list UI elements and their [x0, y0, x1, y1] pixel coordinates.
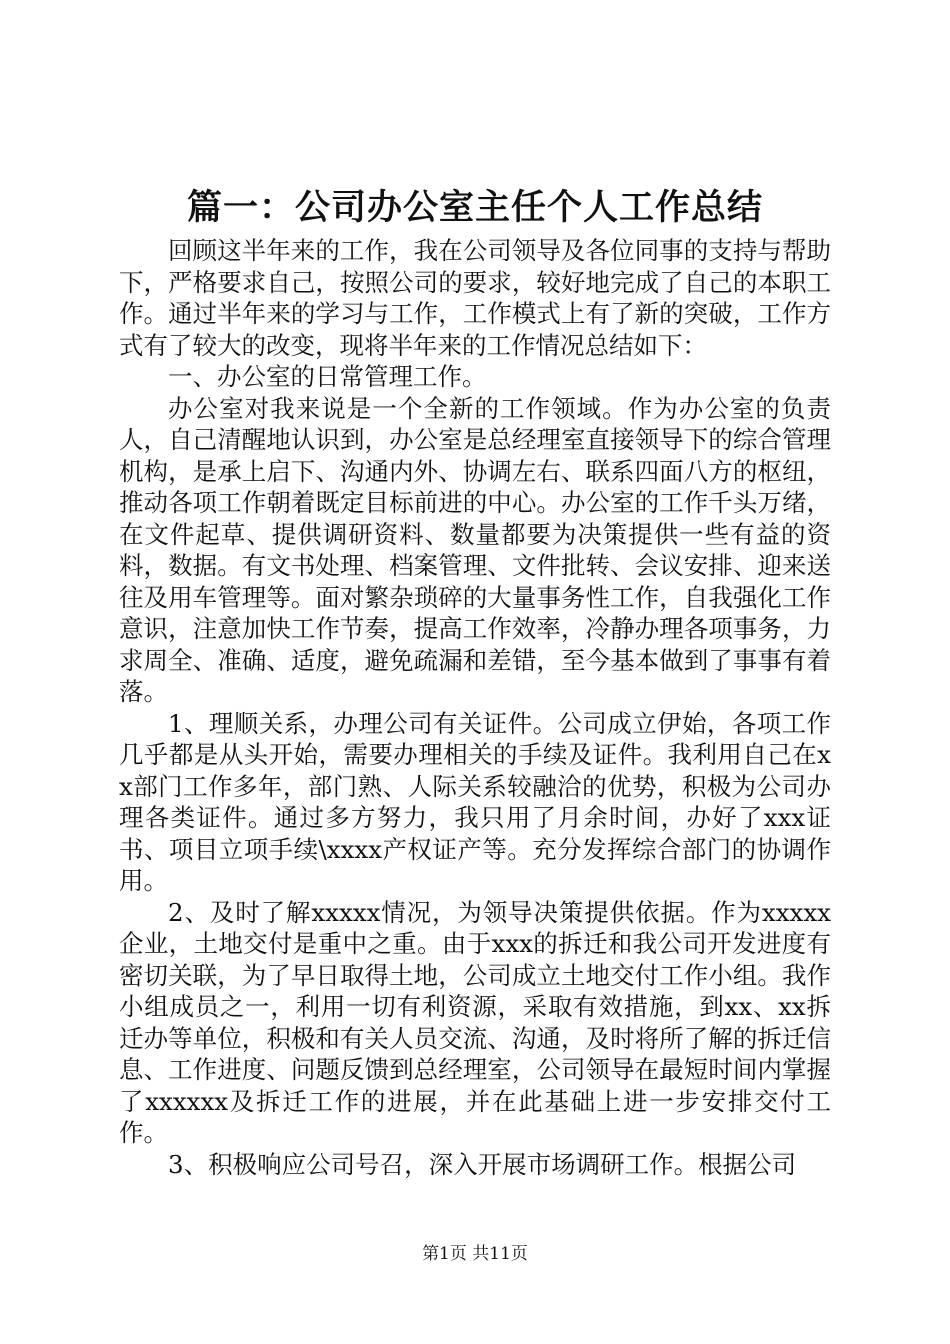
office-work-paragraph: 办公室对我来说是一个全新的工作领域。作为办公室的负责人，自己清醒地认识到，办公室是总经理室直接领导下的综合管理机构，是承上启下、沟通内外、协调左右、联系四面八方的枢纽，推动各项工作朝着既定目标前进的中心。办公室的工作千头万绪，在文件起草、提供调研资料、数量都要为决策提供一些有益的资料，数据。有文书处理、档案管理、文件批转、会议安排、迎来送往及用车管理等。面对繁杂琐碎的大量事务性工作，自我强化工作意识，注意加快工作节奏，提高工作效率，冷静办理各项事务，力求周全、准确、适度，避免疏漏和差错，至今基本做到了事事有着落。	[119, 393, 831, 706]
section-heading: 一、办公室的日常管理工作。	[168, 362, 487, 391]
item-2-paragraph: 2、及时了解xxxxx情况，为领导决策提供依据。作为xxxxx企业，土地交付是重中之重。由于xxx的拆迁和我公司开发进度有密切关联，为了早日取得土地，公司成立土地交付工作小组。我作小组成员之一，利用一切有利资源，采取有效措施，到xx、xx拆迁办等单位，积极和有关人员交流、沟通，及时将所了解的拆迁信息、工作进度、问题反馈到总经理室，公司领导在最短时间内掌握了xxxxxx及拆迁工作的进展，并在此基础上进一步安排交付工作。	[119, 897, 831, 1147]
document-body	[119, 235, 831, 1180]
item-3-paragraph: 3、积极响应公司号召，深入开展市场调研工作。根据公司	[168, 1149, 797, 1179]
intro-paragraph: 回顾这半年来的工作，我在公司领导及各位同事的支持与帮助下，严格要求自己，按照公司的要求，较好地完成了自己的本职工作。通过半年来的学习与工作，工作模式上有了新的突破，工作方式有了较大的改变，现将半年来的工作情况总结如下：	[119, 236, 831, 360]
document-title: 篇一：公司办公室主任个人工作总结	[186, 187, 763, 228]
page-footer: 第1页 共11页	[422, 1244, 528, 1264]
item-1-paragraph: 1、理顺关系，办理公司有关证件。公司成立伊始，各项工作几乎都是从头开始，需要办理相关的手续及证件。我利用自己在xx部门工作多年，部门熟、人际关系较融洽的优势，积极为公司办理各类证件。通过多方努力，我只用了月余时间，办好了xxx证书、项目立项手续\xxxx产权证产等。充分发挥综合部门的协调作用。	[119, 708, 831, 895]
